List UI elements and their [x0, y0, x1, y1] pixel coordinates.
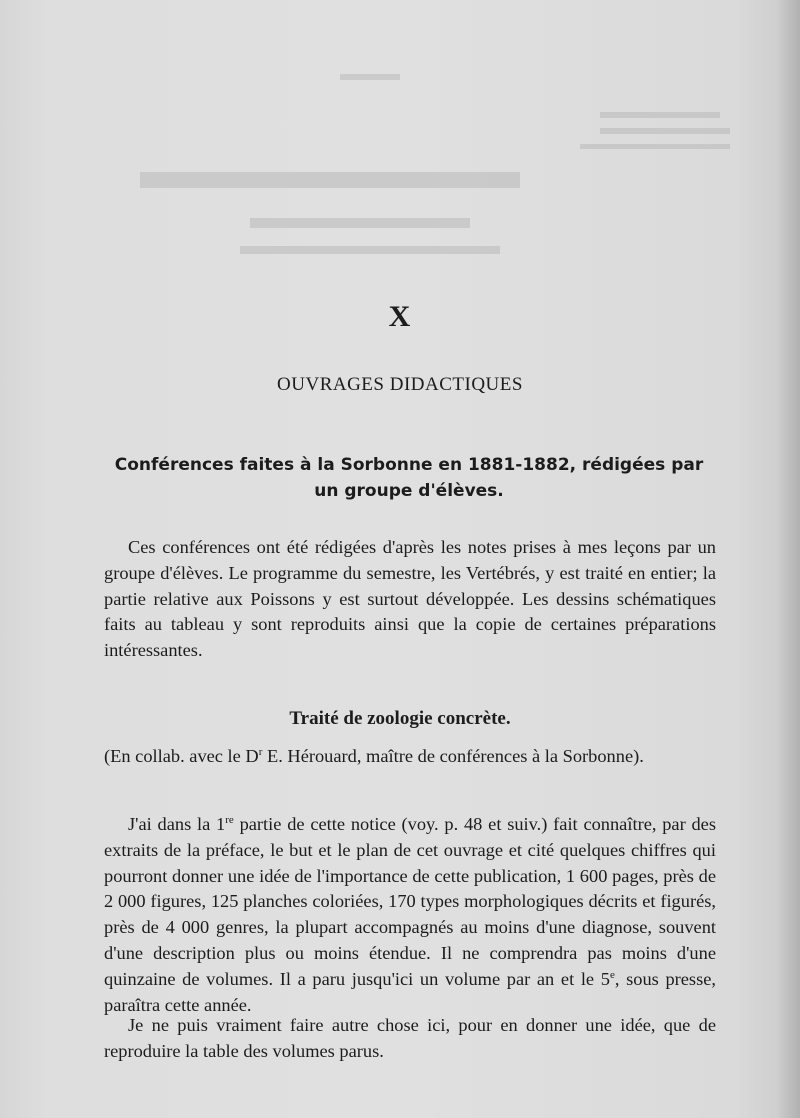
collab-text-start: (En collab. avec le D [104, 746, 259, 766]
para-superscript-re: re [225, 813, 234, 826]
collaboration-line [104, 743, 719, 769]
conferences-paragraph: Ces conférences ont été rédigées d'après les notes prises à mes leçons par un groupe d'élèves. Le programme du semestre, les Vertébrés, y est traité en entier; la partie relative aux Poissons y est surtout développée. Les dessins schématiques faits au tableau y sont reproduits ainsi que la copie de certaines préparations intéressantes. [104, 537, 716, 661]
collab-text-end: E. Hérouard, maître de conférences à la Sorbonne). [262, 746, 644, 766]
traite-heading: Traité de zoologie concrète. [289, 708, 511, 729]
para-superscript-e: e [609, 968, 615, 981]
traite-paragraph-1 [104, 812, 716, 1018]
traite-paragraph-2: Je ne puis vraiment faire autre chose ici, pour en donner une idée, que de reproduire la table des volumes parus. [104, 1015, 716, 1061]
show-through-bleed [0, 0, 800, 280]
chapter-title: OUVRAGES DIDACTIQUES [277, 374, 523, 395]
para-text-middle: partie de cette notice (voy. p. 48 et suiv.) fait connaître, par des extraits de la préface, le but et le plan de cet ouvrage et cité quelques chiffres qui pourront donner une idée de l'importance de cette publication, 1 600 pages, près de 2 000 figures, 125 planches coloriées, 170 types morphologiques décrits et figurés, près de 4 000 genres, la plupart accompagnés au moins d'une diagnose, souvent d'une description plus ou moins étendue. Il ne comprendra pas moins d'une quinzaine de volumes. Il a paru jusqu'ici un volume par an et le 5 [104, 814, 716, 989]
conferences-heading: Conférences faites à la Sorbonne en 1881-1882, rédigées par un groupe d'élèves. [114, 455, 704, 501]
para-text-start: J'ai dans la 1 [128, 814, 226, 834]
collab-superscript: r [258, 745, 263, 758]
page-edge-shadow [776, 0, 800, 1118]
chapter-number: X [388, 300, 412, 333]
para-text-end: , sous presse, paraîtra cette année. [104, 968, 716, 1015]
